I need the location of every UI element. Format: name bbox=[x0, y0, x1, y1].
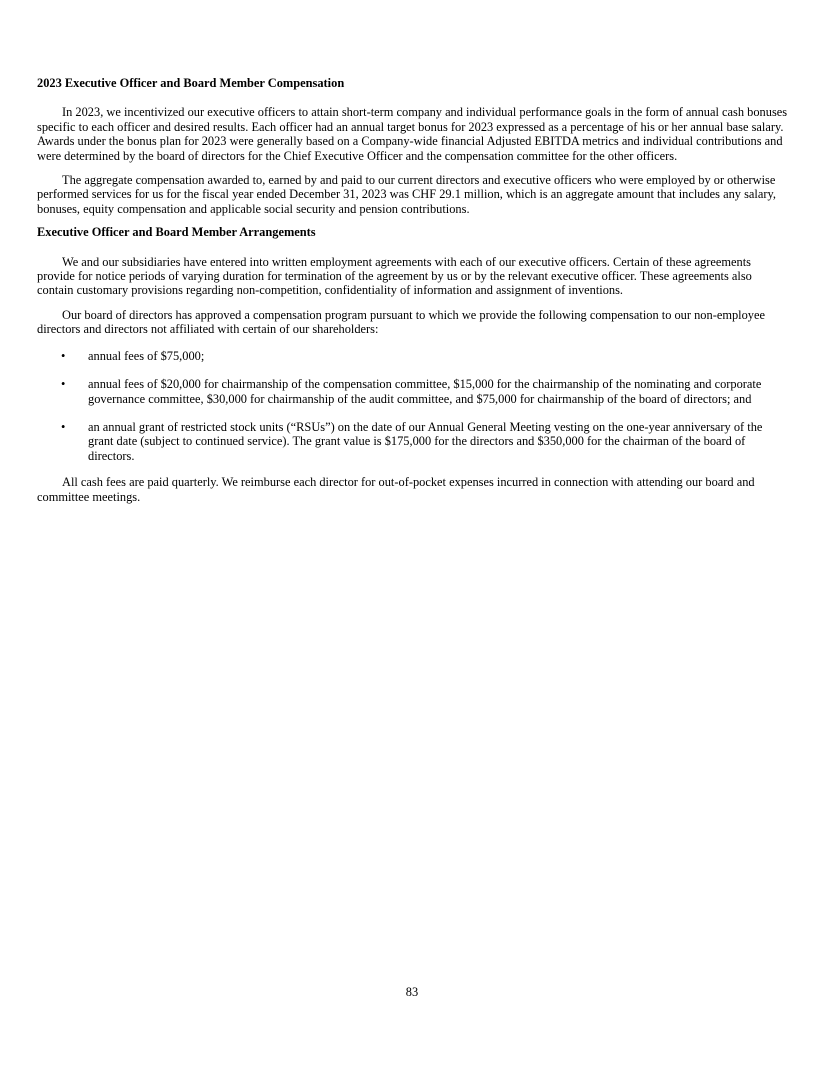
list-item bbox=[37, 377, 789, 406]
list-item-text: an annual grant of restricted stock units (“RSUs”) on the date of our Annual General Meeting vesting on the one-year anniversary of the grant date (subject to continued service). The grant value is $175,000 for the directors and $350,000 for the chairman of the board of directors. bbox=[88, 419, 763, 463]
paragraph-compensation-program: Our board of directors has approved a compensation program pursuant to which we provide the following compensation to our non-employee directors and directors not affiliated with certain of our shareholders: bbox=[37, 307, 765, 337]
paragraph-aggregate-compensation: The aggregate compensation awarded to, earned by and paid to our current directors and executive officers who were employed by or otherwise performed services for us for the fiscal year ended December 31, 2023 was CHF 29.1 million, which is an aggregate amount that includes any salary, bonuses, equity compensation and applicable social security and pension contributions. bbox=[37, 173, 776, 216]
section-heading-arrangements: Executive Officer and Board Member Arrangements bbox=[37, 225, 316, 240]
page-number: 83 bbox=[405, 985, 419, 999]
document-page bbox=[37, 76, 789, 504]
bullet-icon: • bbox=[61, 377, 66, 392]
bullet-icon: • bbox=[61, 348, 66, 363]
list-item bbox=[37, 349, 789, 363]
paragraph-employment-agreements: We and our subsidiaries have entered into written employment agreements with each of our executive officers. Certain of these agreements provide for notice periods of varying duration for termination of the agreement by us or by the relevant executive officer. These agreements also contain customary provisions regarding non-competition, confidentiality of information and assignment of inventions. bbox=[37, 254, 752, 298]
list-item-text: annual fees of $75,000; bbox=[88, 348, 205, 363]
paragraph-bonus-incentives: In 2023, we incentivized our executive officers to attain short-term company and individual performance goals in the form of annual cash bonuses specific to each officer and desired results. Each officer had an annual target bonus for 2023 expressed as a percentage of his or her annual base salary. Awards under the bonus plan for 2023 were generally based on a Company-wide financial Adjusted EBITDA metrics and individual contributions and were determined by the board of directors for the Chief Executive Officer and the compensation committee for the other officers. bbox=[37, 105, 788, 163]
compensation-bullet-list bbox=[37, 349, 789, 463]
list-item bbox=[37, 420, 789, 463]
section-heading-compensation: 2023 Executive Officer and Board Member Compensation bbox=[37, 76, 345, 90]
list-item-text: annual fees of $20,000 for chairmanship of the compensation committee, $15,000 for the chairmanship of the nominating and corporate governance committee, $30,000 for chairmanship of the audit committee, and $75,000 for chairmanship of the board of directors; and bbox=[88, 377, 762, 406]
paragraph-cash-fees: All cash fees are paid quarterly. We reimburse each director for out-of-pocket expenses incurred in connection with attending our board and committee meetings. bbox=[37, 475, 755, 504]
bullet-icon: • bbox=[61, 419, 66, 434]
